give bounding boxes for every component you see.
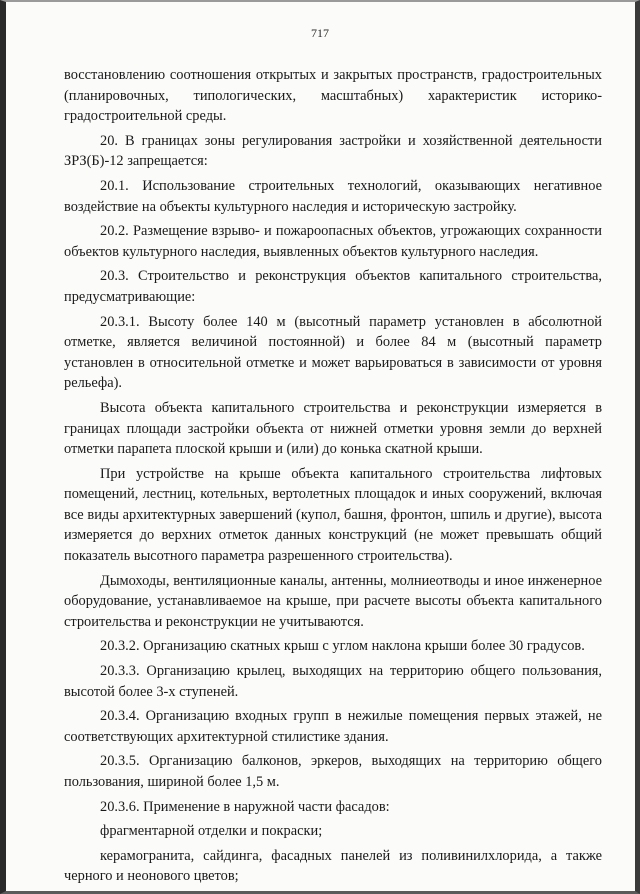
paragraph-clause-20-3-3: 20.3.3. Организацию крылец, выходящих на территорию общего пользования, высотой более 3-х ступеней. — [64, 663, 602, 700]
paragraph-roof-structures: При устройстве на крыше объекта капитального строительства лифтовых помещений, лестниц, котельных, вертолетных площадок и иных сооружений, включая все виды архитектурных завершений (купол, башня, фронтон, шпиль и другие), высота измеряется до верхних отметок данных конструкций (не может превышать общий показатель высотного параметра разрешенного строительства). — [64, 465, 602, 565]
paragraph-clause-20-1: 20.1. Использование строительных технологий, оказывающих негативное воздействие на объекты культурного наследия и историческую застройку. — [64, 177, 602, 215]
document-body — [64, 65, 602, 887]
paragraph-clause-20-3-5: 20.3.5. Организацию балконов, эркеров, выходящих на территорию общего пользования, шириной более 1,5 м. — [64, 753, 602, 790]
paragraph-clause-20-3: 20.3. Строительство и реконструкция объектов капитального строительства, предусматривающие: — [64, 268, 602, 305]
page-number: 717 — [311, 26, 329, 40]
paragraph-height-measurement: Высота объекта капитального строительства и реконструкции измеряется в границах площади застройки объекта от нижней отметки уровня земли до верхней отметки парапета плоской крыши и (или) до конька скатной крыши. — [64, 399, 602, 458]
paragraph-clause-20: 20. В границах зоны регулирования застройки и хозяйственной деятельности ЗРЗ(Б)-12 запрещается: — [64, 132, 602, 170]
paragraph-clause-20-2: 20.2. Размещение взрыво- и пожароопасных объектов, угрожающих сохранности объектов культурного наследия, выявленных объектов культурного наследия. — [64, 223, 602, 260]
paragraph-clause-20-3-1: 20.3.1. Высоту более 140 м (высотный параметр установлен в абсолютной отметке, является величиной постоянной) и более 84 м (высотный параметр установлен в относительной отметке и может варьироваться в зависимости от уровня рельефа). — [64, 313, 602, 392]
list-item-fragmentary-finish: фрагментарной отделки и покраски; — [100, 823, 323, 840]
paragraph-clause-20-3-6: 20.3.6. Применение в наружной части фасадов: — [100, 798, 390, 815]
paragraph-continuation: восстановлению соотношения открытых и закрытых пространств, градостроительных (планировочных, типологических, масштабных) характеристик историко-градостроительной среды. — [64, 67, 602, 125]
list-item-facade-materials: керамогранита, сайдинга, фасадных панелей из поливинилхлорида, а также черного и неонового цветов; — [64, 847, 602, 885]
paragraph-roof-equipment: Дымоходы, вентиляционные каналы, антенны, молниеотводы и иное инженерное оборудование, устанавливаемое на крыше, при расчете высоты объекта капитального строительства и реконструкции не учитываются. — [64, 572, 602, 630]
paragraph-clause-20-3-4: 20.3.4. Организацию входных групп в нежилые помещения первых этажей, не соответствующих архитектурной стилистике здания. — [64, 708, 602, 745]
paragraph-clause-20-3-2: 20.3.2. Организацию скатных крыш с углом наклона крыши более 30 градусов. — [100, 638, 585, 655]
